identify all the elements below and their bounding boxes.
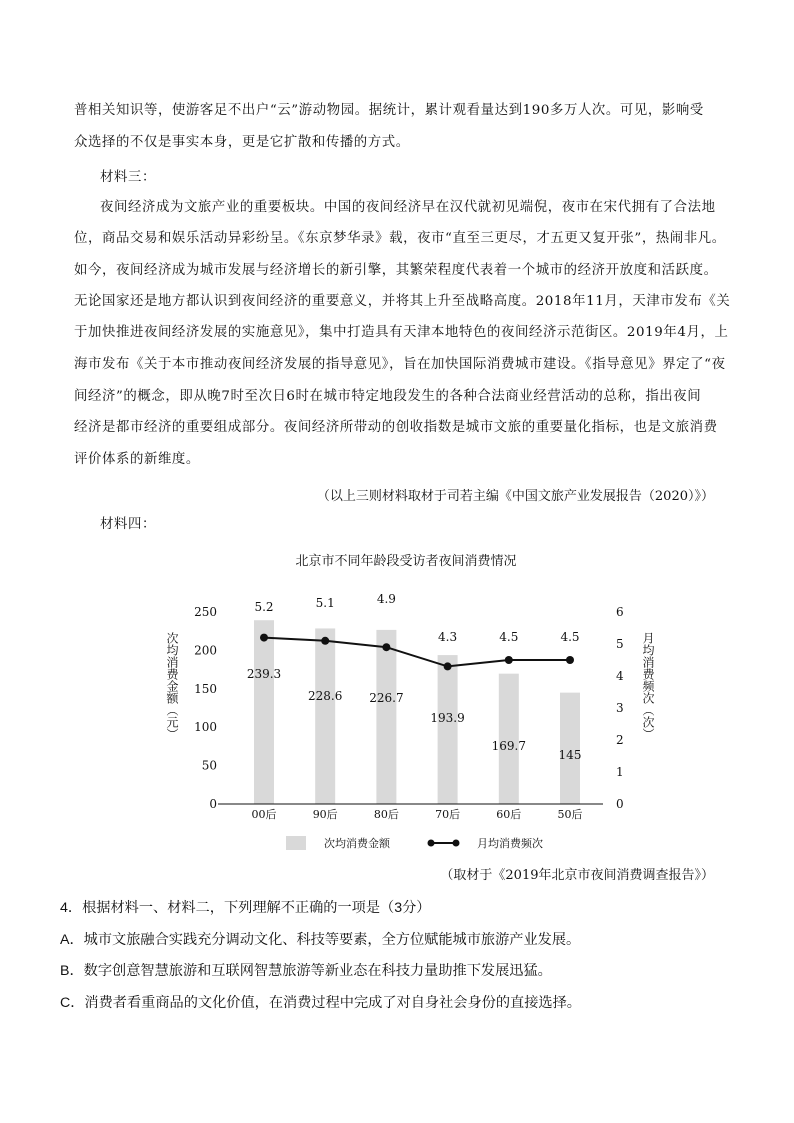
line-value-label: 4.3 — [438, 630, 458, 644]
y-tick-label-right: 6 — [616, 605, 624, 619]
paragraph-line: 于加快推进夜间经济发展的实施意见》，集中打造具有天津本地特色的夜间经济示范街区。2019年4月，上 — [74, 325, 729, 340]
line-value-label: 5.2 — [254, 600, 274, 614]
bar-value-label: 228.6 — [308, 689, 343, 703]
x-tick-label: 50后 — [557, 808, 583, 821]
line-value-label: 4.5 — [560, 630, 580, 644]
bar-value-label: 169.7 — [491, 739, 526, 753]
paragraph-line: 无论国家还是地方都认识到夜间经济的重要意义，并将其上升至战略高度。2018年11月，天津市发布《关 — [74, 294, 731, 309]
option-b[interactable]: B．数字创意智慧旅游和互联网智慧旅游等新业态在科技力量助推下发展迅猛。 — [60, 963, 552, 979]
option-c[interactable]: C．消费者看重商品的文化价值，在消费过程中完成了对自身社会身份的直接选择。 — [60, 995, 581, 1011]
y-tick-label-left: 250 — [194, 605, 217, 619]
paragraph-line: 经济是都市经济的重要组成部分。夜间经济所带动的创收指数是城市文旅的重要量化指标，也是文旅消费 — [74, 420, 718, 435]
line-value-label: 4.5 — [499, 630, 519, 644]
y-tick-label-left: 0 — [209, 797, 217, 811]
line-value-label: 5.1 — [315, 596, 335, 610]
x-tick-label: 90后 — [312, 808, 338, 821]
x-tick-label: 60后 — [496, 808, 522, 821]
line-value-label: 4.9 — [376, 592, 396, 606]
y-tick-label-right: 5 — [616, 637, 624, 651]
bar — [315, 628, 335, 804]
chart-title: 北京市不同年龄段受访者夜间消费情况 — [295, 554, 517, 569]
y-tick-label-left: 100 — [194, 720, 217, 735]
bar — [254, 620, 274, 804]
line-point — [505, 656, 513, 664]
y-tick-label-right: 2 — [616, 733, 624, 747]
legend-marker — [453, 840, 460, 847]
y-axis-left-label: 次均消费金额（元） — [165, 632, 179, 740]
x-tick-label: 00后 — [251, 808, 277, 821]
y-tick-label-right: 3 — [616, 701, 624, 715]
frequency-line — [264, 638, 570, 667]
legend-label-bar: 次均消费金额 — [324, 837, 390, 850]
y-tick-label-right: 1 — [616, 765, 624, 779]
legend-marker — [428, 840, 435, 847]
paragraph-line: 评价体系的新维度。 — [74, 452, 200, 467]
bar-value-label: 193.9 — [430, 711, 465, 725]
paragraph-line: 海市发布《关于本市推动夜间经济发展的指导意见》，旨在加快国际消费城市建设。《指导意见》界定了“夜 — [74, 357, 726, 372]
paragraph-line: 普相关知识等，使游客足不出户“云”游动物园。据统计，累计观看量达到190多万人次。可见，影响受 — [74, 103, 704, 118]
material4-label: 材料四： — [100, 517, 156, 532]
line-point — [321, 637, 329, 645]
material3-label: 材料三： — [100, 170, 156, 185]
paragraph-line: 如今，夜间经济成为城市发展与经济增长的新引擎，其繁荣程度代表着一个城市的经济开放度和活跃度。 — [74, 263, 718, 278]
bar — [438, 655, 458, 804]
line-point — [260, 634, 268, 642]
line-point — [444, 662, 452, 670]
legend-swatch-bar — [286, 836, 306, 850]
line-point — [382, 643, 390, 651]
line-point — [566, 656, 574, 664]
source-note: （取材于《2019年北京市夜间消费调查报告》） — [440, 868, 714, 883]
y-tick-label-left: 150 — [194, 681, 217, 696]
paragraph-line: 夜间经济成为文旅产业的重要板块。中国的夜间经济早在汉代就初见端倪，夜市在宋代拥有了合法地 — [100, 200, 716, 215]
y-tick-label-right: 0 — [616, 797, 624, 811]
bar-value-label: 226.7 — [369, 691, 404, 705]
y-tick-label-right: 4 — [616, 669, 624, 683]
x-tick-label: 80后 — [373, 808, 399, 821]
y-tick-label-left: 50 — [201, 758, 217, 773]
option-a[interactable]: A．城市文旅融合实践充分调动文化、科技等要素，全方位赋能城市旅游产业发展。 — [60, 932, 581, 948]
legend-label-line: 月均消费频次 — [477, 837, 543, 850]
bar-value-label: 145 — [558, 748, 582, 762]
bar — [376, 630, 396, 804]
x-tick-label: 70后 — [435, 808, 461, 821]
paragraph-line: 位，商品交易和娱乐活动异彩纷呈。《东京梦华录》载，夜市“直至三更尽，才五更又复开张”，热闹非凡。 — [74, 231, 726, 246]
paragraph-line: 间经济”的概念，即从晚7时至次日6时在城市特定地段发生的各种合法商业经营活动的总称，指出夜间 — [74, 389, 702, 404]
source-note: （以上三则材料取材于司若主编《中国文旅产业发展报告（2020）》） — [316, 489, 714, 504]
question-stem: 4．根据材料一、材料二，下列理解不正确的一项是（3分） — [60, 900, 431, 916]
y-tick-label-left: 200 — [194, 643, 217, 658]
chart — [0, 540, 794, 860]
paragraph-line: 众选择的不仅是事实本身，更是它扩散和传播的方式。 — [74, 135, 410, 150]
y-axis-right-label: 月均消费频次（次） — [641, 632, 655, 740]
bar-value-label: 239.3 — [246, 667, 282, 681]
